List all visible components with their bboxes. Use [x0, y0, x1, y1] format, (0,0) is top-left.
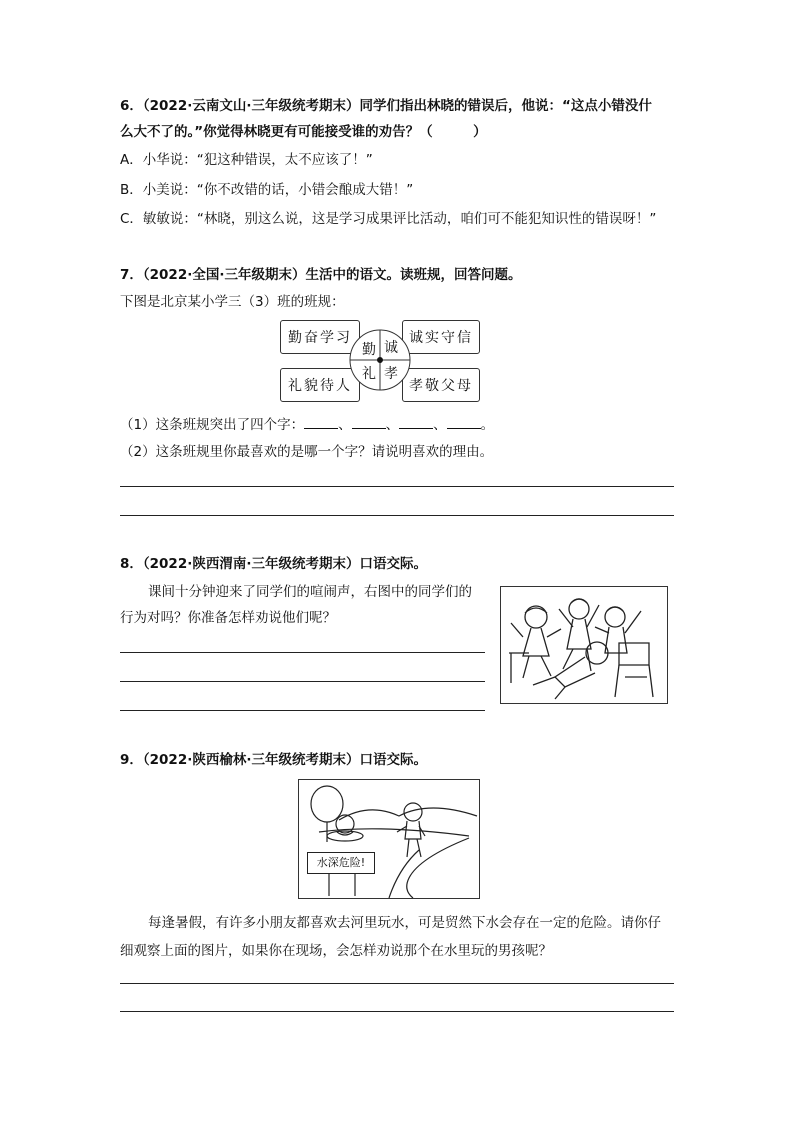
center-char-li: 礼	[362, 366, 376, 382]
center-char-qin: 勤	[362, 342, 376, 358]
answer-blank-1[interactable]	[304, 414, 338, 429]
rule-box-diligence: 勤奋学习	[280, 320, 360, 354]
q8-title: 8．（2022·陕西渭南·三年级统考期末）口语交际。	[120, 556, 427, 572]
answer-line[interactable]	[120, 486, 674, 487]
answer-line[interactable]	[120, 710, 485, 711]
danger-sign-text: 水深危险!	[316, 856, 366, 869]
sub1-end: 。	[480, 417, 495, 433]
q6-stem-line1: 6．（2022·云南文山·三年级统考期末）同学们指出林晓的错误后，他说：“这点小错没什	[120, 98, 652, 114]
q6-option-b: B．小美说：“你不改错的话，小错会酿成大错！”	[120, 182, 414, 198]
q9-text-line2: 细观察上面的图片，如果你在现场，会怎样劝说那个在水里玩的男孩呢？	[120, 943, 552, 959]
q6-option-a: A．小华说：“犯这种错误，太不应该了！”	[120, 152, 373, 168]
answer-line[interactable]	[120, 1011, 674, 1012]
q7-sub1-prefix: （1）这条班规突出了四个字：	[120, 417, 305, 433]
danger-sign	[307, 852, 375, 874]
answer-line[interactable]	[120, 983, 674, 984]
q7-title: 7．（2022·全国·三年级期末）生活中的语文。读班规，回答问题。	[120, 267, 522, 283]
q7-sub2: （2）这条班规里你最喜欢的是哪一个字？请说明喜欢的理由。	[120, 444, 494, 460]
rules-center-circle	[348, 328, 412, 392]
q8-text-line2: 行为对吗？你准备怎样劝说他们呢？	[120, 610, 336, 626]
sep-2: 、	[385, 417, 400, 433]
classroom-noise-illustration	[500, 586, 668, 704]
center-char-xiao: 孝	[384, 366, 398, 382]
q8-text-line1: 课间十分钟迎来了同学们的喧闹声，右图中的同学们的	[148, 584, 472, 600]
answer-line[interactable]	[120, 681, 485, 682]
sep-3: 、	[433, 417, 447, 433]
answer-blank-3[interactable]	[399, 414, 433, 429]
river-danger-illustration	[298, 779, 480, 899]
sep-1: 、	[338, 417, 352, 433]
rule-box-politeness: 礼貌待人	[280, 368, 360, 402]
center-char-cheng: 诚	[384, 340, 398, 356]
answer-blank-4[interactable]	[447, 414, 481, 429]
q6-stem-line2: 么大不了的。”你觉得林晓更有可能接受谁的劝告？（ ）	[120, 124, 487, 140]
q7-sub1	[120, 414, 494, 435]
q6-option-c: C．敏敏说：“林晓，别这么说，这是学习成果评比活动，咱们可不能犯知识性的错误呀！”	[120, 211, 657, 227]
q7-intro: 下图是北京某小学三（3）班的班规：	[120, 294, 345, 310]
rule-box-filial: 孝敬父母	[402, 368, 480, 402]
answer-blank-2[interactable]	[352, 414, 386, 429]
rule-box-honesty: 诚实守信	[402, 320, 480, 354]
answer-line[interactable]	[120, 515, 674, 516]
q9-text-line1: 每逢暑假，有许多小朋友都喜欢去河里玩水，可是贸然下水会存在一定的危险。请你仔	[148, 915, 661, 931]
answer-line[interactable]	[120, 652, 485, 653]
q9-title: 9．（2022·陕西榆林·三年级统考期末）口语交际。	[120, 752, 427, 768]
class-rules-diagram	[280, 318, 480, 404]
